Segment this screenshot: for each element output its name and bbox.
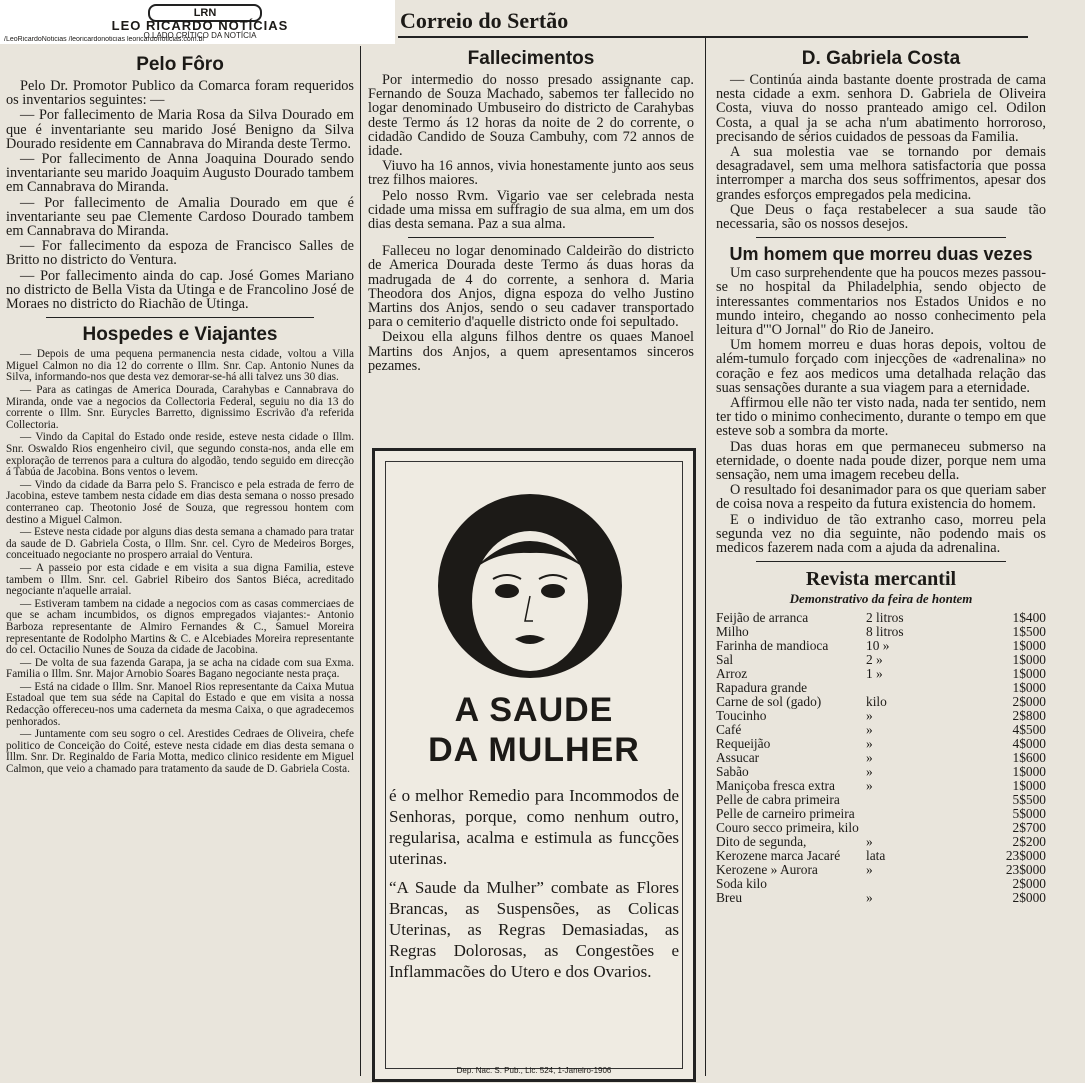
column-divider-2 <box>705 36 706 1076</box>
price-row <box>716 863 1046 877</box>
paragraph: — Por fallecimento ainda do cap. José Gomes Mariano no districto de Bella Vista da Utinga e de Francolino José de Moraes no districto do Riachão de Utinga. <box>6 267 354 313</box>
article-pelo-foro <box>6 79 354 311</box>
paragraph: Pelo nosso Rvm. Vigario vae ser celebrada nesta cidade uma missa em suffragio de sua alma, em um dos dias desta semana. Paz a sua alma. <box>368 187 694 233</box>
section-divider <box>408 237 654 238</box>
ad-body-2: “A Saude da Mulher” combate as Flores Brancas, as Suspensões, as Colicas Uterinas, as Regras Demasiadas, as Regras Dolorosas, as Congestões e Inflammacões do Utero e dos Ovarios. <box>389 878 679 981</box>
paragraph: — Depois de uma pequena permanencia nesta cidade, voltou a Villa Miguel Calmon no dia 12 do corrente o Illm. Snr. Cap. Antonio Nunes da Silva, informando-nos que desta vez demorar-se-há alli talvez uns 30 dias. <box>6 348 354 384</box>
paragraph: O resultado foi desanimador para os que queriam saber de coisa nova a respeito da futura existencia do homem. <box>716 482 1046 513</box>
price-row <box>716 681 1046 695</box>
price-qty: » <box>866 764 873 780</box>
paragraph: Que Deus o faça restabelecer a sua saude tão necessaria, são os nossos desejos. <box>716 201 1046 233</box>
paragraph: Por intermedio do nosso presado assignante cap. Fernando de Souza Machado, sabemos ter fallecido no logar denominado Umbuseiro do districto de Carahybas deste Termo ás 12 horas da noite de 2 do corrente, o cidadão Candido de Souza Cambuhy, com 72 annos de idade. <box>368 72 694 160</box>
price-row <box>716 849 1046 863</box>
price-row <box>716 625 1046 639</box>
price-item: Maniçoba fresca extra <box>716 778 835 794</box>
price-price: 4$000 <box>1012 736 1046 752</box>
price-price: 2$000 <box>1012 890 1046 906</box>
price-price: 1$000 <box>1012 652 1046 668</box>
price-qty: » <box>866 736 873 752</box>
heading-gabriela-costa: D. Gabriela Costa <box>801 48 961 69</box>
price-item: Assucar <box>716 750 760 766</box>
price-price: 1$000 <box>1012 638 1046 654</box>
section-divider <box>756 237 1006 238</box>
price-price: 4$500 <box>1012 722 1046 738</box>
price-price: 2$000 <box>1012 694 1046 710</box>
ad-body <box>389 785 679 982</box>
price-qty <box>866 807 986 821</box>
heading-fallecimentos: Fallecimentos <box>467 48 595 69</box>
price-qty: 2 litros <box>866 610 904 626</box>
price-row <box>716 709 1046 723</box>
price-qty: » <box>866 708 873 724</box>
price-qty: 10 » <box>866 638 890 654</box>
paragraph: Um caso surprehendente que ha poucos mezes passou-se no hospital da Philadelphia, sendo objecto de interessantes commentarios nos Estados Unidos e no mundo inteiro, chegando ao nosso conhecimento pela leitura d'"O Jornal" do Rio de Janeiro. <box>716 265 1046 339</box>
price-item: Requeijão <box>716 736 771 752</box>
paragraph: Das duas horas em que permaneceu submerso na eternidade, o doente nada poude dizer, porque nem uma sensação, nem uma imagem recebeu della. <box>716 438 1046 484</box>
price-price: 2$000 <box>1012 876 1046 892</box>
price-row <box>716 639 1046 653</box>
price-price: 23$000 <box>1005 862 1046 878</box>
price-row <box>716 807 1046 821</box>
price-row <box>716 765 1046 779</box>
price-price: 1$600 <box>1012 750 1046 766</box>
price-row <box>716 835 1046 849</box>
ad-body-1: é o melhor Remedio para Incommodos de Senhoras, porque, como nenhum outro, regularisa, acalma e estimula as funcções uterinas. <box>389 786 679 868</box>
price-qty: 1 » <box>866 666 883 682</box>
paragraph: — A passeio por esta cidade e em visita a sua digna Familia, esteve tambem o Illm. Snr. cel. Gabriel Ribeiro dos Santos Biéca, acreditado negociante n'aquelle arraial. <box>6 561 354 598</box>
heading-pelo-foro: Pelo Fôro <box>136 54 224 75</box>
price-item: Feijão de arranca <box>716 610 809 626</box>
paragraph: — Por fallecimento de Amalia Dourado em que é inventariante seu pae Clemente Cardoso Dourado tambem em Cannabrava do Miranda. <box>6 194 354 240</box>
woman-portrait-illustration <box>435 491 625 681</box>
article-gabriela-costa <box>716 73 1046 231</box>
price-price: 1$500 <box>1012 624 1046 640</box>
price-price: 2$700 <box>1012 820 1046 836</box>
price-item: Breu <box>716 890 743 906</box>
price-price: 2$800 <box>1012 708 1046 724</box>
price-qty: 8 litros <box>866 624 904 640</box>
price-item: Arroz <box>716 666 748 682</box>
paragraph: — Esteve nesta cidade por alguns dias desta semana a chamado para tratar da saude de D. Gabriela Costa, o Illm. Snr. cel. Cyro de Medeiros Borges, conceituado negociante no prospero arraial do Ventura. <box>6 526 354 562</box>
heading-um-homem: Um homem que morreu duas vezes <box>729 244 1033 265</box>
column-left <box>6 50 354 777</box>
price-price: 2$200 <box>1012 834 1046 850</box>
price-row <box>716 667 1046 681</box>
price-item: Carne de sol (gado) <box>716 694 822 710</box>
logo-slogan: O LADO CRÍTICO DA NOTÍCIA <box>143 31 257 40</box>
column-divider-1 <box>360 46 361 1076</box>
price-price: 1$000 <box>1012 764 1046 780</box>
price-qty: » <box>866 778 873 794</box>
article-fallecimento-2 <box>368 244 694 373</box>
logo-mark: LRN <box>148 4 262 22</box>
column-middle <box>368 44 694 374</box>
price-item: Kerozene marca Jacaré <box>716 848 841 864</box>
price-item: Toucinho <box>716 708 767 724</box>
price-price: 5$500 <box>1012 792 1046 808</box>
price-row <box>716 737 1046 751</box>
price-price: 23$000 <box>1005 848 1046 864</box>
price-item: Soda kilo <box>716 876 767 892</box>
price-price: 1$000 <box>1012 666 1046 682</box>
price-row <box>716 751 1046 765</box>
section-divider <box>46 317 314 318</box>
paragraph: — Por fallecimento de Maria Rosa da Silva Dourado em que é inventariante seu marido José Benigno da Silva Dourado residente em Cannabrava do Miranda deste Termo. <box>6 107 354 152</box>
paragraph: — Vindo da Capital do Estado onde reside, esteve nesta cidade o Illm. Snr. Oswaldo Rios engenheiro civil, que segundo consta-nos, anda elle em exploração de terrenos para a cultura do algodão, tendo seguido em direcção á Tabúa de Jacobina. Bons ventos o levem. <box>6 431 354 479</box>
heading-revista-mercantil: Revista mercantil <box>805 568 957 591</box>
price-qty: » <box>866 750 873 766</box>
price-row <box>716 793 1046 807</box>
price-qty: kilo <box>866 694 887 710</box>
price-row <box>716 723 1046 737</box>
paragraph: Affirmou elle não ter visto nada, nada ter sentido, nem ter tido o minimo conhecimento, durante o tempo em que esteve sob a sombra da morte. <box>716 395 1046 440</box>
price-row <box>716 821 1046 835</box>
price-qty: » <box>866 862 873 878</box>
price-row <box>716 779 1046 793</box>
price-row <box>716 611 1046 625</box>
paragraph: A sua molestia vae se tornando por demais desagradavel, sem uma melhora satisfactoria que possa interromper a marcha dos seus soffrimentos, apesar dos grandes esforços empregados pela medicina. <box>716 144 1046 203</box>
paragraph: Falleceu no logar denominado Caldeirão do districto de America Dourada deste Termo ás duas horas da madrugada de 4 do corrente, a senhora d. Maria Theodora dos Anjos, digna espoza do velho Justino Martins dos Anjos, sendo o seu cadaver transportado para o cemiterio d'aquelle districto onde foi sepultado. <box>368 243 694 331</box>
price-item: Couro secco primeira, kilo <box>716 820 859 836</box>
price-item: Café <box>716 722 742 738</box>
price-item: Sabão <box>716 764 749 780</box>
price-item: Dito de segunda, <box>716 834 807 850</box>
ad-title-line-1: A SAUDE <box>454 691 614 729</box>
paragraph: — Estiveram tambem na cidade a negocios com as casas commerciaes de que se acham incumbidos, os dignos empregados viajantes:- Antonio Barboza representante de Almiro Fernandes & C., Samuel Moreira representante de Rodolpho Martins & C. e Alcebiades Moreira representante do cel. Octacilio Nunes de Souza da cidade de Jacobina. <box>6 597 354 657</box>
price-qty: » <box>866 834 873 850</box>
article-hospedes <box>6 349 354 775</box>
price-qty: » <box>866 890 873 906</box>
price-item: Milho <box>716 624 749 640</box>
paragraph: Pelo Dr. Promotor Publico da Comarca foram requeridos os inventarios seguintes: — <box>6 78 354 109</box>
revista-subtitle: Demonstrativo da feira de hontem <box>789 591 973 607</box>
site-logo-banner <box>0 0 395 44</box>
logo-social-links: /LeoRicardoNoticias /leoricardonoticias leoricardonoticias.com.br <box>4 36 205 43</box>
article-um-homem <box>716 266 1046 555</box>
price-price: 1$000 <box>1012 680 1046 696</box>
paragraph: E o individuo de tão extranho caso, morreu pela segunda vez no dia seguinte, não podendo mais os medicos fazerem nada com a ajuda da adrenalina. <box>716 511 1046 557</box>
price-item: Rapadura grande <box>716 680 808 696</box>
price-row <box>716 877 1046 891</box>
price-row <box>716 695 1046 709</box>
paragraph: — For fallecimento da espoza de Francisco Salles de Britto no districto do Ventura. <box>6 238 354 269</box>
paragraph: Deixou ella alguns filhos dentre os quaes Manoel Martins dos Anjos, a quem apresentamos sinceros pezames. <box>368 329 694 374</box>
price-price: 5$000 <box>1012 806 1046 822</box>
price-item: Kerozene » Aurora <box>716 862 818 878</box>
price-table <box>716 611 1046 905</box>
price-price: 1$400 <box>1012 610 1046 626</box>
masthead-rule <box>398 36 1028 38</box>
ad-license-note: Dep. Nac. S. Pub., Lic. 524, 1-Janeiro-1906 <box>456 1066 612 1075</box>
section-divider <box>756 561 1006 562</box>
price-qty <box>866 821 986 835</box>
price-qty: 2 » <box>866 652 883 668</box>
price-qty: » <box>866 722 873 738</box>
paragraph: — Por fallecimento de Anna Joaquina Dourado sendo inventariante seu marido Joaquim Augusto Dourado tambem em Cannabrava do Miranda. <box>6 151 354 196</box>
price-qty: lata <box>866 848 886 864</box>
advertisement-saude-da-mulher <box>372 448 696 1082</box>
logo-name: LEO RICARDO NOTÍCIAS <box>111 18 289 33</box>
price-qty <box>866 793 986 807</box>
price-item: Pelle de cabra primeira <box>716 792 840 808</box>
paragraph: — Para as catingas de America Dourada, Carahybas e Cannabrava do Miranda, onde vae a negocios da Collectoria Federal, seguiu no dia 13 do corrente o Illm. Snr. Eurycles Barretto, dignissimo Escrivão d'a referida Collectoria. <box>6 384 354 431</box>
price-item: Farinha de mandioca <box>716 638 829 654</box>
paragraph: — Continúa ainda bastante doente prostrada de cama nesta cidade a exm. senhora D. Gabriela de Oliveira Costa, viuva do nosso pranteado amigo cel. Odilon Costa, a qual ja se acha n'um abatimento horroroso, precisando de sérios cuidados de pessoas da Familia. <box>716 72 1046 145</box>
article-fallecimentos <box>368 73 694 231</box>
paragraph: — Juntamente com seu sogro o cel. Arestides Cedraes de Oliveira, chefe politico de Conceição do Coité, esteve nesta cidade em dias desta semana o Illm. Snr. Dr. Reginaldo de Faria Motta, medico clinico residente em Miguel Calmon, que veio a chamado para tratamento da saude de D. Gabriela Costa. <box>6 728 354 776</box>
paragraph: Viuvo ha 16 annos, vivia honestamente junto aos seus trez filhos maiores. <box>368 158 694 189</box>
price-item: Sal <box>716 652 734 668</box>
price-price: 1$000 <box>1012 778 1046 794</box>
heading-hospedes: Hospedes e Viajantes <box>82 324 278 346</box>
ad-title-line-2: DA MULHER <box>428 731 640 769</box>
price-row <box>716 891 1046 905</box>
column-right <box>716 44 1046 905</box>
newspaper-masthead: Correio do Sertão <box>400 8 569 33</box>
price-qty <box>866 877 986 891</box>
paragraph: — Vindo da cidade da Barra pelo S. Francisco e pela estrada de ferro de Jacobina, esteve tambem nesta cidade em dias desta semana o nosso presado conterraneo cap. Theotonio José de Souza, que regressou hontem com destino a Miguel Calmon. <box>6 478 354 526</box>
price-item: Pelle de carneiro primeira <box>716 806 855 822</box>
paragraph: Um homem morreu e duas horas depois, voltou de além-tumulo forçado com injecções de «adrenalina» no coração e fez aos medicos uma detalhada relação das suas sensações durante a sua viagem para a eternidade. <box>716 337 1046 396</box>
paragraph: — Está na cidade o Illm. Snr. Manoel Rios representante da Caixa Mutua Estadoal que tem sua séde na Capital do Estado e que em visita a nossa Redacção offereceu-nos uma caderneta da mesma Caixa, o que agradecemos penhorados. <box>6 680 354 728</box>
price-row <box>716 653 1046 667</box>
paragraph: — De volta de sua fazenda Garapa, ja se acha na cidade com sua Exma. Familia o Illm. Snr. Major Arnobio Soares Bagano negociante nesta praça. <box>6 656 354 681</box>
price-qty <box>866 681 986 695</box>
